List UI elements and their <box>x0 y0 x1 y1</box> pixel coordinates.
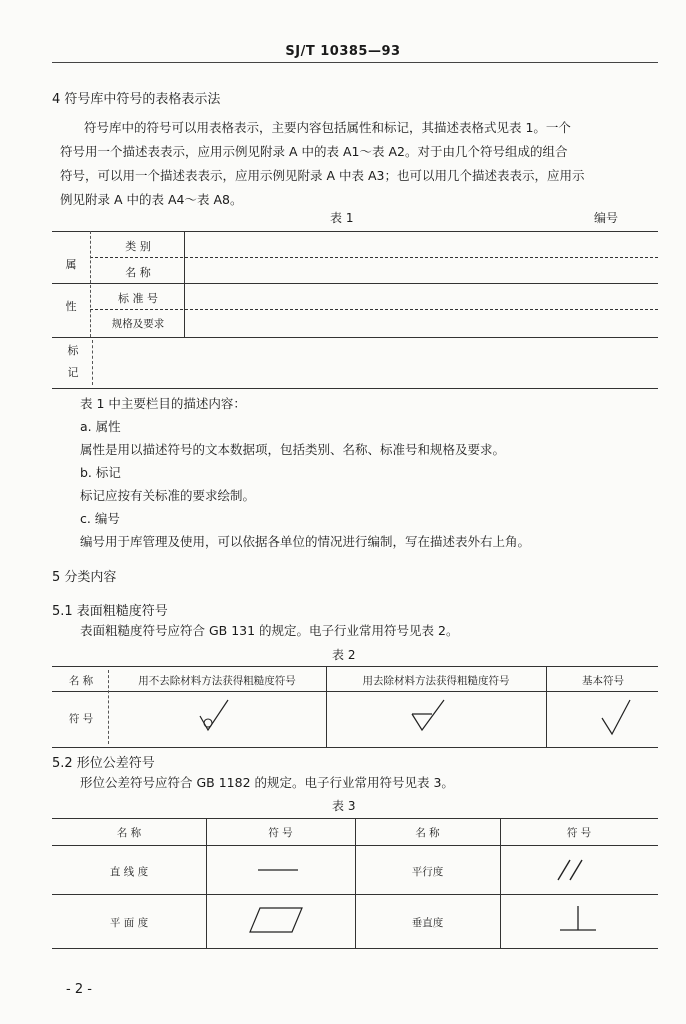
straightness-symbol <box>254 858 302 882</box>
table2-header-name: 名 称 <box>68 675 94 687</box>
table1-row-spec: 规格及要求 <box>111 318 165 330</box>
page-number: - 2 - <box>66 982 92 997</box>
note-line: 编号用于库管理及使用，可以依据各单位的情况进行编制，写在描述表外右上角。 <box>80 534 531 549</box>
table3-header-name-right: 名 称 <box>415 827 440 839</box>
flatness-symbol <box>246 904 306 938</box>
para-line: 例见附录 A 中的表 A4～表 A8。 <box>60 192 243 207</box>
note-line: 属性是用以描述符号的文本数据项，包括类别、名称、标准号和规格及要求。 <box>80 442 506 457</box>
parallelism-symbol <box>552 856 596 884</box>
note-line: a. 属性 <box>80 419 121 434</box>
section-5-2-paragraph: 形位公差符号应符合 GB 1182 的规定。电子行业常用符号见表 3。 <box>80 775 454 790</box>
note-line: 表 1 中主要栏目的描述内容： <box>80 396 246 411</box>
header-rule <box>52 62 658 63</box>
table3-title: 表 3 <box>332 799 356 813</box>
table3-row-flatness: 平 面 度 <box>109 917 149 929</box>
table1-notes <box>80 392 660 553</box>
table1-title: 表 1 <box>330 211 354 225</box>
table3-header-name-left: 名 称 <box>116 827 142 839</box>
table3-row-parallelism: 平行度 <box>411 866 444 878</box>
para-line: 符号，可以用一个描述表表示，应用示例见附录 A 中表 A3；也可以用几个描述表表示，应用示 <box>60 168 585 183</box>
table3-row-perpendicularity: 垂直度 <box>411 917 444 929</box>
section-5-2-heading: 5.2 形位公差符号 <box>52 756 155 771</box>
para-line: 符号用一个描述表表示，应用示例见附录 A 中的表 A1～表 A2。对于由几个符号组成的组合 <box>60 144 568 159</box>
table1-row-category: 类 别 <box>125 240 151 253</box>
table2-row-label: 符 号 <box>68 713 94 725</box>
table2-header-removal: 用去除材料方法获得粗糙度符号 <box>362 675 510 687</box>
table3-row-straightness: 直 线 度 <box>109 866 149 878</box>
para-line: 符号库中的符号可以用表格表示，主要内容包括属性和标记，其描述表格式见表 1。一个 <box>84 120 571 135</box>
roughness-removal-symbol <box>406 694 456 744</box>
section-5-1-paragraph: 表面粗糙度符号应符合 GB 131 的规定。电子行业常用符号见表 2。 <box>80 623 459 638</box>
roughness-basic-symbol <box>596 694 636 744</box>
note-line: 标记应按有关标准的要求绘制。 <box>80 488 256 503</box>
table1-attr-label-2: 性 <box>65 300 77 313</box>
roughness-nonremoval-symbol <box>192 694 242 744</box>
section-4-paragraph <box>60 116 660 212</box>
section-4-heading: 4 符号库中符号的表格表示法 <box>52 92 221 107</box>
table3-header-symbol-right: 符 号 <box>566 827 592 839</box>
table1-row-name: 名 称 <box>125 266 151 279</box>
table1-row-standard: 标 准 号 <box>118 292 158 305</box>
standard-code: SJ/T 10385—93 <box>285 44 401 59</box>
table1-number-label: 编号 <box>594 211 619 225</box>
note-line: b. 标记 <box>80 465 121 480</box>
table1-mark-label-2: 记 <box>67 366 79 379</box>
table1-attr-label-1: 属 <box>65 258 77 271</box>
note-line: c. 编号 <box>80 511 120 526</box>
perpendicularity-symbol <box>556 902 600 938</box>
table1-mark-label-1: 标 <box>67 344 79 357</box>
table2-title: 表 2 <box>332 648 356 662</box>
section-5-heading: 5 分类内容 <box>52 570 117 585</box>
section-5-1-heading: 5.1 表面粗糙度符号 <box>52 604 168 619</box>
table2-header-nonremoval: 用不去除材料方法获得粗糙度符号 <box>138 675 296 687</box>
table2-header-basic: 基本符号 <box>582 675 624 687</box>
table3-header-symbol-left: 符 号 <box>268 827 293 839</box>
